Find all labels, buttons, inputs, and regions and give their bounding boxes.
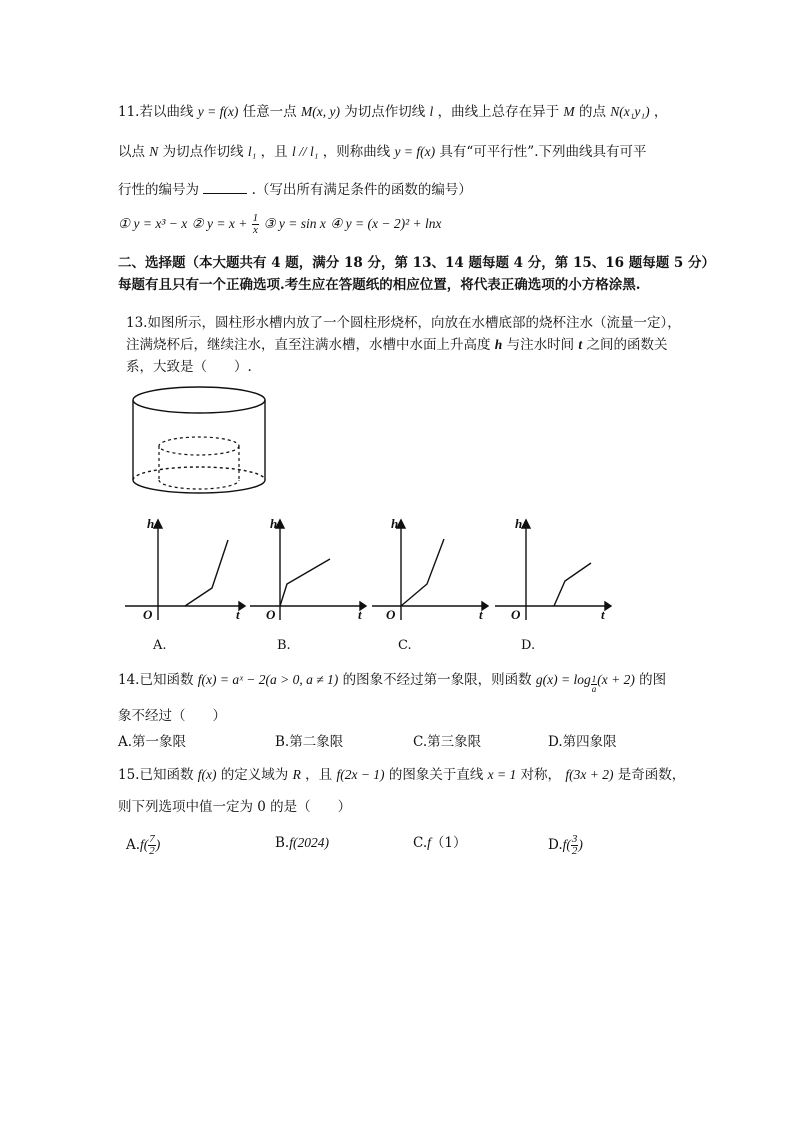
option-function: f [427, 835, 431, 850]
q11-point-m: M(x, y) [300, 104, 340, 119]
q13-line-3: 系，大致是（ ）. [126, 359, 252, 375]
option-function: f( [140, 837, 149, 852]
q11-curve-func: y = f(x) [197, 104, 239, 119]
q14-text: 的图象不经过第一象限，则函数 [342, 672, 532, 688]
q11-text: ， [653, 104, 668, 120]
fraction-numerator: 1 [252, 212, 259, 224]
q13-text: 注满烧杯后，继续注水，直至注满水槽，水槽中水面上升高度 [126, 337, 491, 353]
q14-log-argument: (x + 2) [597, 672, 635, 687]
q15-option-b[interactable] [275, 834, 329, 852]
q15-line-2: 则下列选项中值一定为 0 的是（ ） [118, 799, 352, 815]
q14-text: 的图 [639, 672, 667, 688]
q11-line-3 [118, 180, 472, 199]
graph-a [125, 516, 249, 620]
q14-text: 14.已知函数 [118, 672, 194, 688]
q13-t: t [578, 337, 583, 352]
graph-d [495, 516, 619, 620]
q11-curve-func-2: y = f(x) [394, 144, 436, 159]
q15-text: ，且 [305, 767, 333, 783]
option-value: （1） [430, 835, 467, 851]
q11-options [118, 213, 442, 236]
q15-f-2x-minus-1: f(2x − 1) [336, 767, 385, 782]
option-letter: D. [548, 837, 563, 853]
q11-text: 任意一点 [242, 104, 297, 120]
fraction-denominator: 2 [149, 845, 155, 857]
q11-text: 具有“可平行性”.下列曲线具有可平 [439, 144, 647, 160]
option-function: f(2024) [289, 835, 329, 850]
fraction-denominator: a [591, 684, 597, 694]
cylinder-tank-diagram [128, 384, 270, 506]
graph-b-t-label: t [358, 607, 362, 622]
graph-c-t-label: t [479, 607, 483, 622]
q15-text: 的定义域为 [220, 767, 289, 783]
q14-option-d[interactable]: D.第四象限 [548, 734, 617, 750]
q11-n: N [149, 144, 159, 159]
graph-a-origin-label: O [143, 607, 153, 622]
option-letter: A. [126, 837, 141, 853]
q14-line-1 [118, 671, 666, 694]
answer-blank[interactable] [203, 180, 247, 194]
option-function: f( [562, 837, 571, 852]
q15-option-a-fraction [148, 834, 156, 857]
q11-text: 为切点作切线 [162, 144, 244, 160]
q11-text: ，且 [260, 144, 288, 160]
graph-b-h-label: h [270, 516, 278, 531]
section-2-instructions: 每题有且只有一个正确选项.考生应在答题纸的相应位置，将代表正确选项的小方格涂黑. [118, 277, 641, 293]
q13-line-1: 13.如图所示，圆柱形水槽内放了一个圆柱形烧杯，向放在水槽底部的烧杯注水（流量一定）， [126, 315, 681, 331]
q13-line-2 [126, 336, 667, 354]
fraction-numerator: 3 [571, 833, 578, 845]
fraction-denominator: x [252, 224, 258, 236]
graph-b-option-label: B. [277, 638, 291, 653]
q11-text: 为切点作切线 [344, 104, 426, 120]
q11-text: 行性的编号为 [118, 182, 199, 198]
q11-option-2-fraction [252, 213, 260, 236]
graph-c-option-label: C. [398, 638, 412, 653]
q11-line-2 [118, 143, 647, 161]
option-paren: ) [155, 837, 161, 852]
option-letter: C. [413, 835, 428, 851]
graph-c-h-label: h [391, 516, 399, 531]
q11-option-4: ④ y = (x − 2)² + lnx [330, 216, 442, 231]
q11-text: ，曲线上总存在异于 [437, 104, 560, 120]
q11-text: ，则称曲线 [322, 144, 391, 160]
q14-function-f: f(x) = aˣ − 2(a > 0, a ≠ 1) [197, 672, 339, 687]
q14-option-c[interactable]: C.第三象限 [413, 734, 482, 750]
graph-a-option-label: A. [153, 638, 167, 653]
q15-text: 15.已知函数 [118, 767, 194, 783]
fraction-numerator: 1 [591, 674, 597, 684]
fraction-denominator: 2 [571, 845, 578, 857]
graph-d-t-label: t [601, 607, 605, 622]
section-2-header: 二、选择题（本大题共有 4 题，满分 18 分，第 13、14 题每题 4 分，第 15、16 题每题 5 分） [118, 255, 716, 271]
q13-text: 与注水时间 [506, 337, 575, 353]
q11-text: 的点 [578, 104, 606, 120]
q14-option-a[interactable]: A.第一象限 [118, 734, 187, 750]
q15-f-3x-plus-2: f(3x + 2) [565, 767, 614, 782]
q14-option-b[interactable]: B.第二象限 [275, 734, 344, 750]
q15-text: 是奇函数， [617, 767, 686, 783]
graph-a-h-label: h [147, 516, 155, 531]
graph-b [250, 516, 374, 620]
q15-r: R [292, 767, 301, 782]
graph-b-origin-label: O [266, 607, 276, 622]
q11-option-2: ② y = x + [191, 216, 248, 231]
graph-c-origin-label: O [386, 607, 396, 622]
q11-parallel: l // l₁ [291, 144, 319, 159]
q15-text: 对称， [520, 767, 562, 783]
q11-point-n: N(x₁y₁) [610, 104, 650, 119]
q11-line-1 [118, 103, 667, 121]
q15-line-x1: x = 1 [487, 767, 517, 782]
q15-text: 的图象关于直线 [388, 767, 484, 783]
q11-option-1: ① y = x³ − x [118, 216, 188, 231]
q11-text: .（写出所有满足条件的函数的编号） [251, 182, 472, 198]
q11-text: 11.若以曲线 [118, 104, 194, 120]
graph-d-option-label: D. [521, 638, 536, 653]
q14-function-g: g(x) = log [535, 672, 591, 687]
q15-fx: f(x) [197, 767, 217, 782]
option-paren: ) [578, 837, 583, 852]
q11-line-l1: l₁ [247, 144, 257, 159]
q13-h: h [494, 337, 503, 352]
q15-option-a[interactable] [126, 834, 160, 857]
fraction-numerator: 7 [149, 833, 155, 845]
q15-option-d[interactable] [548, 834, 583, 857]
option-letter: B. [275, 835, 290, 851]
q11-m: M [563, 104, 575, 119]
graph-a-t-label: t [236, 607, 240, 622]
q11-text: 以点 [118, 144, 145, 160]
q11-option-3: ③ y = sin x [263, 216, 326, 231]
q14-line-2: 象不经过（ ） [118, 708, 226, 724]
q13-text: 之间的函数关 [586, 337, 668, 353]
q15-line-1 [118, 766, 685, 784]
q11-line-l: l [429, 104, 434, 119]
q15-option-c[interactable] [413, 834, 467, 852]
graph-d-origin-label: O [511, 607, 521, 622]
graph-d-h-label: h [515, 516, 523, 531]
